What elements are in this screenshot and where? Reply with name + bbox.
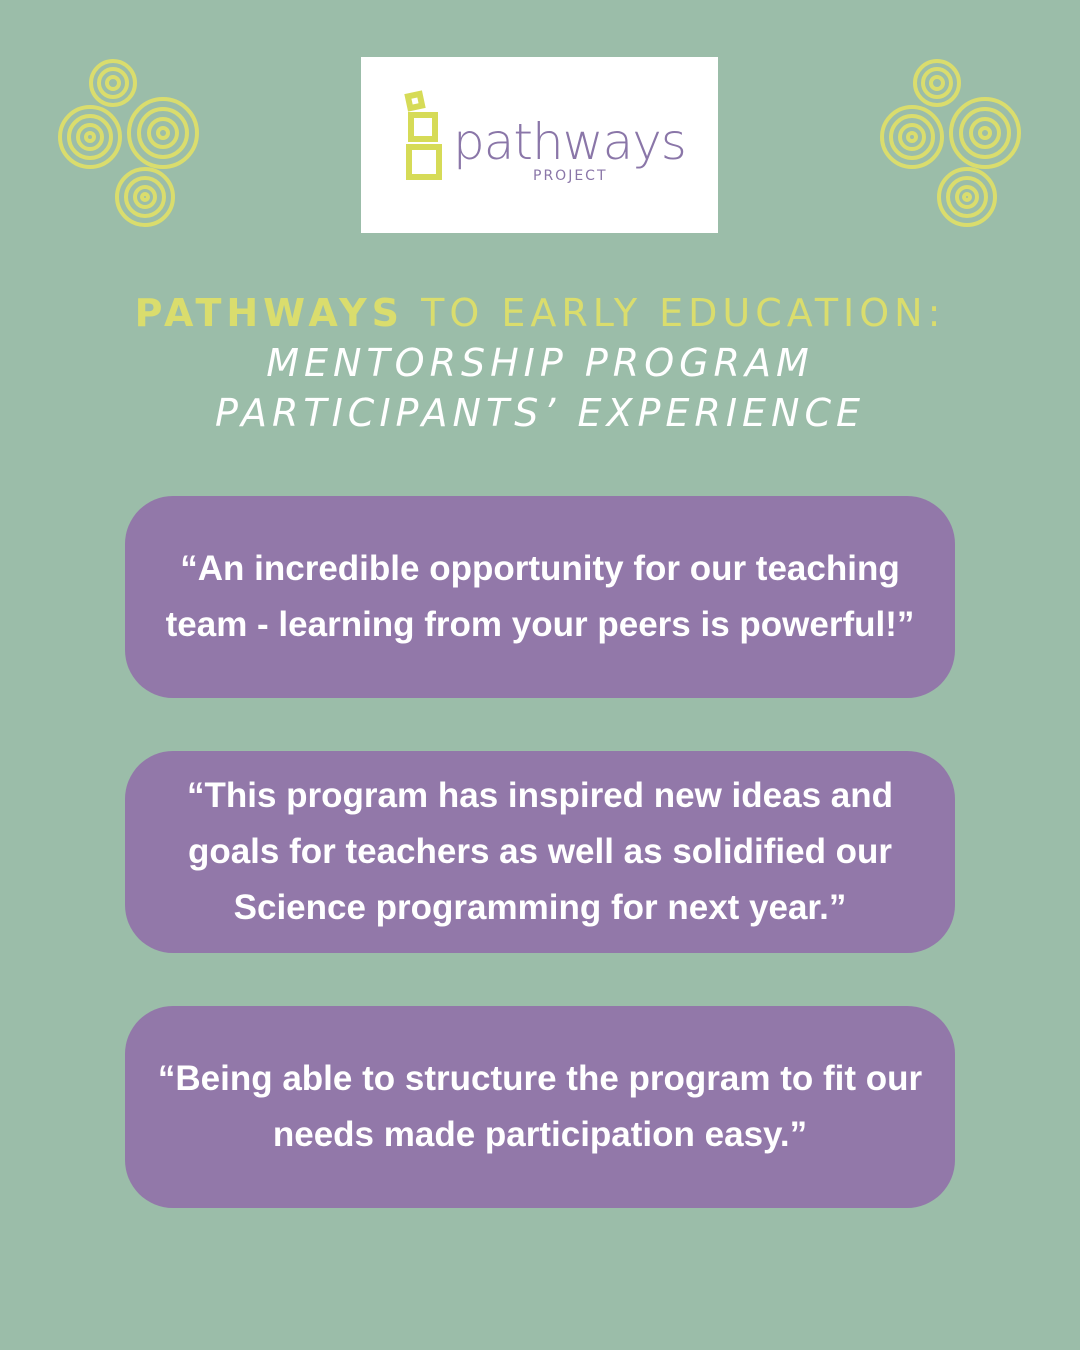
swirl-decoration-left-icon — [55, 55, 205, 230]
quote-card — [125, 496, 955, 698]
quote-text: “This program has inspired new ideas and goals for teachers as well as solidified our Science programming for next year.” — [187, 776, 893, 927]
title-line-1 — [0, 288, 1080, 338]
quote-text: “An incredible opportunity for our teaching team - learning from your peers is powerful!” — [165, 549, 915, 644]
stacked-blocks-icon — [401, 87, 446, 207]
title-rest: TO EARLY EDUCATION: — [404, 291, 946, 335]
title-line-2: MENTORSHIP PROGRAM — [266, 341, 814, 385]
swirl-decoration-right-icon — [877, 55, 1027, 230]
logo-subtitle: PROJECT — [533, 168, 608, 184]
logo-wordmark: pathways — [453, 113, 686, 171]
title-line-3: PARTICIPANTS’ EXPERIENCE — [214, 391, 866, 435]
quote-text: “Being able to structure the program to fit our needs made participation easy.” — [157, 1059, 923, 1154]
title-bold: PATHWAYS — [134, 291, 405, 335]
logo — [361, 57, 718, 233]
quote-card — [125, 1006, 955, 1208]
page-title — [0, 288, 1080, 438]
quote-card — [125, 751, 955, 953]
